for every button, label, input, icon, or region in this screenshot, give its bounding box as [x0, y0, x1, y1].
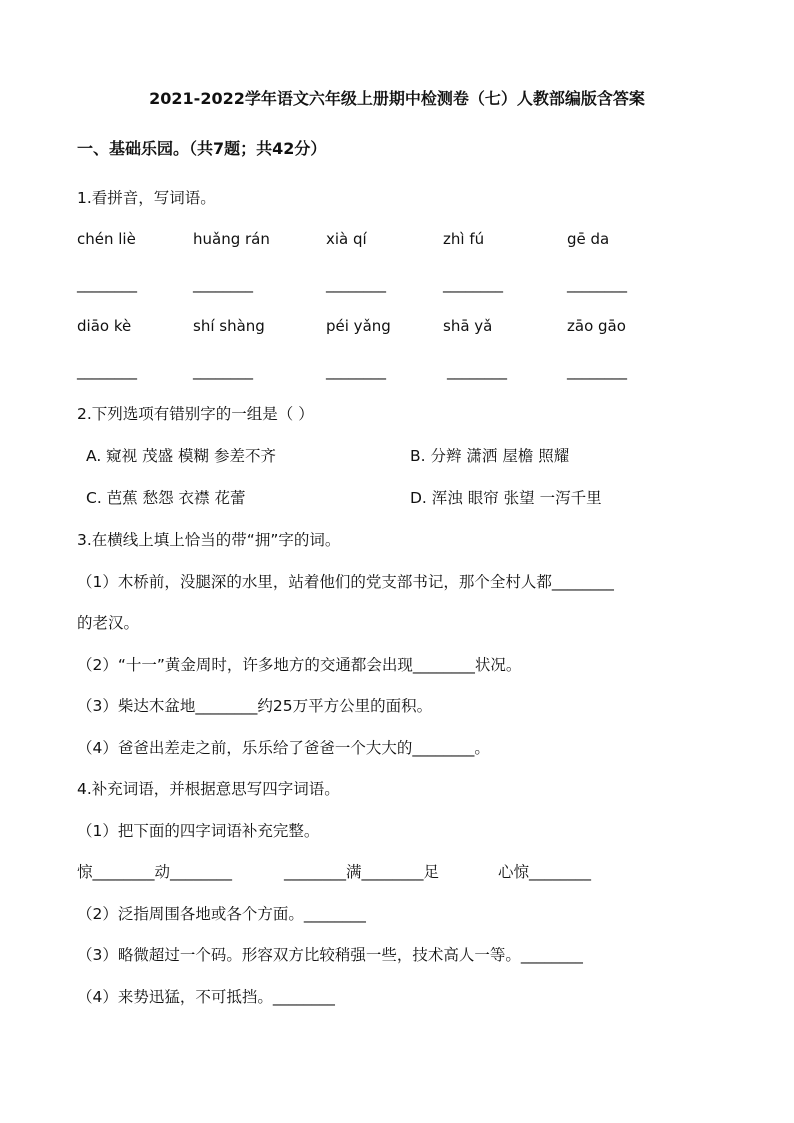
question-4-item-4: （4）来势迅猛，不可抵挡。________ [77, 988, 335, 1006]
question-4-item-2: （2）泛指周围各地或各个方面。________ [77, 905, 366, 923]
option-b[interactable]: B. 分辫 潇洒 屋檐 照耀 [410, 447, 570, 465]
question-4-item-3: （3）略微超过一个码。形容双方比较稍强一些，技术高人一等。________ [77, 946, 583, 964]
question-4-stem: 4.补充词语，并根据意思写四字词语。 [77, 780, 340, 798]
option-c[interactable]: C. 芭蕉 愁怨 衣襟 花蕾 [86, 489, 246, 507]
option-a[interactable]: A. 窥视 茂盛 模糊 参差不齐 [86, 447, 276, 465]
pinyin-5: gē da [567, 230, 610, 248]
pinyin-7: shí shàng [193, 317, 265, 335]
question-3-item-4: （4）爸爸出差走之前，乐乐给了爸爸一个大大的________。 [77, 739, 490, 757]
answer-blank[interactable]: ________ [443, 275, 503, 293]
question-2-stem: 2.下列选项有错别字的一组是（ ） [77, 405, 314, 423]
pinyin-9: shā yǎ [443, 317, 493, 335]
pinyin-4: zhì fú [443, 230, 485, 248]
pinyin-8: péi yǎng [326, 317, 391, 335]
section-heading: 一、基础乐园。（共7题；共42分） [77, 139, 327, 158]
pinyin-6: diāo kè [77, 317, 132, 335]
answer-blank[interactable]: ________ [326, 362, 386, 380]
page-title: 2021-2022学年语文六年级上册期中检测卷（七）人教部编版含答案 [149, 89, 645, 108]
answer-blank[interactable]: ________ [193, 275, 253, 293]
answer-blank[interactable]: ________ [447, 362, 507, 380]
question-3-item-1-cont: 的老汉。 [77, 614, 140, 632]
idiom-fill-1[interactable]: 惊________动________ [77, 863, 233, 881]
pinyin-10: zāo gāo [567, 317, 626, 335]
question-3-item-2: （2）“十一”黄金周时，许多地方的交通都会出现________状况。 [77, 656, 522, 674]
question-4-item-1: （1）把下面的四字词语补充完整。 [77, 822, 320, 840]
answer-blank[interactable]: ________ [567, 275, 627, 293]
idiom-fill-3[interactable]: 心惊________ [498, 863, 592, 881]
question-3-item-3: （3）柴达木盆地________约25万平方公里的面积。 [77, 697, 433, 715]
question-1-stem: 1.看拼音，写词语。 [77, 189, 216, 207]
pinyin-2: huǎng rán [193, 230, 270, 248]
option-d[interactable]: D. 浑浊 眼帘 张望 一泻千里 [410, 489, 602, 507]
question-3-stem: 3.在横线上填上恰当的带“拥”字的词。 [77, 531, 341, 549]
answer-blank[interactable]: ________ [77, 362, 137, 380]
pinyin-3: xià qí [326, 230, 367, 248]
idiom-fill-2[interactable]: ________满________足 [284, 863, 440, 881]
question-3-item-1: （1）木桥前，没腿深的水里，站着他们的党支部书记，那个全村人都________ [77, 573, 614, 591]
answer-blank[interactable]: ________ [193, 362, 253, 380]
answer-blank[interactable]: ________ [326, 275, 386, 293]
pinyin-1: chén liè [77, 230, 136, 248]
answer-blank[interactable]: ________ [567, 362, 627, 380]
answer-blank[interactable]: ________ [77, 275, 137, 293]
